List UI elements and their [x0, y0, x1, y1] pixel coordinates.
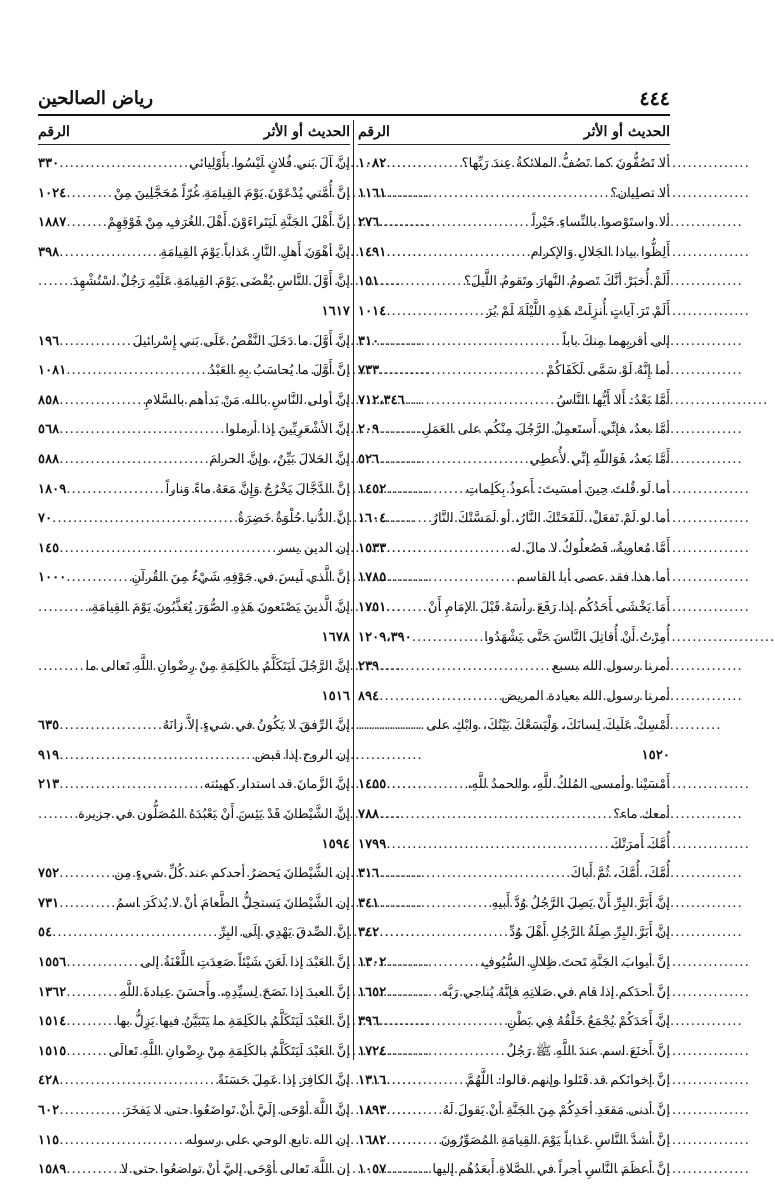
hadith-number: ١٩٦: [38, 333, 60, 349]
hadith-text: أَمْسِكْ عَلَيكَ لِسانَكَ، وَلْيَسَعْكَ بَيْتُكَ، وابْكِ على: [426, 718, 670, 734]
index-entry: [38, 327, 350, 357]
hadith-number: ١٠٨٢: [358, 156, 387, 171]
hadith-number: ١٤٥: [38, 540, 60, 556]
hadith-text: إنَّ الدَّجَّالَ يَخْرُجُ وَإِنَّ مَعَهُ ماءً وَناراً: [165, 481, 350, 497]
index-entry: [38, 267, 350, 297]
hadith-number: ١٤٥٥: [358, 777, 387, 793]
leader-dots: [59, 1126, 186, 1156]
index-entry: [38, 386, 350, 416]
leader-dots: [59, 238, 160, 268]
hadith-text: أَلَمْ أُخبَرْ أنَّكَ تَصومُ النَّهارَ وتَقومُ اللَّيلَ؟: [463, 274, 670, 290]
hadith-number: ١٠٢٤: [38, 185, 67, 201]
index-column-left: [38, 120, 350, 1178]
hadith-text: أما لو لَمْ تَفعَلْ، لَلَفَحَتْكَ النَّارُ، أو لَمَسَّتْكَ النَّارُ: [431, 511, 670, 527]
leader-dots: [52, 504, 238, 534]
leader-dots: [59, 415, 225, 445]
index-entry: [38, 593, 350, 623]
hadith-number: ٤٢٨: [38, 1073, 60, 1089]
hadith-number: ٢١٣: [38, 777, 60, 793]
hadith-text: إنَّ أدنى مَقعَدِ أحَدِكُمْ مِنَ الجَنَّةِ أنْ يَقولَ لَهُ: [442, 1103, 670, 1118]
leader-dots: [38, 800, 78, 830]
hadith-text: إنَّ الكافِرَ إذا عَمِلَ حَسَنَةً: [217, 1073, 350, 1089]
hadith-text: أَمَّا بَعْدُ: أَلا أَيُّها النَّاسُ: [556, 392, 670, 408]
hadith-text: إنَّ أَخنَعَ اسم عندَ اللَّهِ ﷺ رَجُلٌ: [506, 1043, 670, 1059]
index-entry: [38, 297, 350, 327]
leader-dots: [66, 179, 114, 209]
hadith-text: إن اللَّهَ تَعالى أوْحَى إليَّ أنْ تواضعُوا حتى لا: [120, 1162, 350, 1178]
book-title: رياض الصالحين: [38, 88, 154, 109]
hadith-number: ١٧٨٥: [358, 570, 387, 586]
hadith-number: ١٧٢٤: [358, 1043, 387, 1059]
hadith-text: إنَّ أبوابَ الجَنَّةِ تَحتَ ظِلالِ السُّيُوفِ: [481, 955, 670, 971]
column-header-number: الرقم: [38, 124, 70, 140]
leader-dots: [59, 770, 204, 800]
hadith-text: إنَّ أهْوَنَ أَهلِ النَّارِ عَذاباً يَوْمَ القِيامَةِ: [160, 244, 350, 260]
column-header-number: الرقم: [358, 124, 390, 140]
hadith-text: إنَّ أولى النَّاسِ بالله مَنْ بَدأهم بالسَّلامِ: [144, 392, 350, 408]
hadith-text: أَمَا يَخْشَى أَحَدُكُم إذا رَفَعَ رأسَهُ قَبْلَ الإمَامِ أَنْ: [427, 599, 670, 615]
hadith-text: إنَّ الصِّدقَ يَهْدِي إلَى البِرِّ: [219, 925, 350, 941]
index-list-left: [38, 149, 350, 1185]
hadith-text: أَمْسَيْنا وأمسى المُلكُ للَّهِ، والحمدُ للَّهِ،: [467, 777, 670, 793]
hadith-number: ١٧٩٩: [358, 836, 387, 852]
index-entry: [38, 1126, 350, 1156]
index-entry: [358, 830, 670, 860]
leader-dots: [59, 534, 277, 564]
leader-dots: [66, 1037, 109, 1067]
hadith-number: ٣٩٨: [38, 244, 60, 260]
hadith-text: ألا تَصُفُّونَ كما تَصُفُّ الملائكةُ عِندَ رَبِّها؟: [461, 156, 670, 171]
hadith-number: ٢٠٩: [358, 422, 380, 438]
index-entry: [38, 415, 350, 445]
hadith-text: إنَّ العَبْدَ لَيَتَكَلَّمُ بالكَلِمَةِ ما يَتَبَيَّنُ فيها يَزِلُّ بها: [116, 1014, 350, 1030]
hadith-number: ١١٥: [38, 1132, 60, 1148]
hadith-number: ١٥٣٣: [358, 540, 387, 556]
leader-dots: [379, 800, 613, 830]
leader-dots: [59, 711, 162, 741]
hadith-text: إنَّ أحدَكم إذا قام في صَلاتِهِ فإنَّهُ يُناجي رَبَّه: [441, 984, 670, 1000]
index-entry: [38, 1155, 350, 1185]
index-entry: [358, 593, 670, 623]
hadith-text: أَمَّا مُعاويةُ، فَصُعلُوكٌ لا مالَ له: [510, 540, 670, 556]
hadith-number: ٨٥٨: [38, 392, 60, 408]
index-entry: [38, 356, 350, 386]
index-entry: [358, 297, 670, 327]
leader-dots: [59, 445, 209, 475]
hadith-number: ٧١٢،٣٤٦: [358, 392, 405, 408]
leader-dots: [66, 475, 165, 505]
hadith-number: ٧٣٣: [358, 363, 380, 379]
leader-dots: [59, 1096, 124, 1126]
index-entry: [38, 563, 350, 593]
hadith-text: أما هذا فقد عصى أبا القاسم: [517, 570, 670, 586]
hadith-number: ١٨٨٧: [38, 215, 67, 231]
index-entry: [38, 149, 350, 179]
hadith-number: ١١٦١: [358, 185, 387, 201]
hadith-number: ١٥٩٤: [321, 836, 350, 852]
hadith-number: ٥٦٨: [38, 422, 60, 438]
hadith-number: ١٦٠٤: [358, 511, 387, 527]
hadith-text: أَمَّا بَعدُ، فَوَاللّهِ إنِّي لأُعطِي: [529, 451, 670, 467]
hadith-text: إنَّ العَبْدَ لَيَتَكَلَّمُ بالكَلِمَةِ مِنْ رِضْوانِ اللَّهِ تَعالَى: [108, 1043, 350, 1059]
column-header: [38, 120, 350, 145]
hadith-number: ١٣٦٢: [38, 984, 67, 1000]
index-entry: [38, 682, 350, 712]
hadith-text: إنَّ الزَّمانَ قد استدار كهيئته: [203, 777, 350, 793]
index-entry: [38, 859, 350, 889]
index-entry: [38, 711, 350, 741]
hadith-number: ١٦٥٢: [358, 984, 387, 1000]
hadith-text: إنَّ الدُّنيا حُلْوَةٌ خَضِرَةٌ: [237, 511, 350, 527]
hadith-number: ١٢٠٩،٣٩٠: [358, 629, 412, 645]
column-header: [358, 120, 670, 145]
page-number: ٤٤٤: [639, 88, 670, 110]
hadith-text: إنَّ العَبْدَ إذا لَعَنَ شَيْئاً صَعِدَتِ اللَّعْنَةُ إلى: [140, 955, 350, 971]
hadith-text: إنَّ أَوَّلَ النَّاسِ يُقْضَى يَوْمَ القِيامَةِ عَلَيْهِ رَجُلٌ اسْتُشْهِدَ: [72, 274, 350, 290]
hadith-text: إنَّ الَّذينَ يَصْنَعونَ هَذِهِ الصُّوَرَ يُعَذَّبُونَ يَوْمَ القِيامَةِ،: [87, 599, 350, 615]
hadith-text: إنَّ أَوَّلَ ما دَخَلَ النَّقْصُ عَلَى بَني إِسْرائيلَ: [132, 333, 350, 349]
hadith-number: ١٣٠٢: [358, 955, 387, 971]
hadith-number: ١٥٥٦: [38, 955, 67, 971]
hadith-number: ١٣١٦: [358, 1073, 387, 1089]
index-entry: [38, 830, 350, 860]
index-entry: [38, 978, 350, 1008]
hadith-number: ٢٣٩: [358, 659, 380, 675]
leader-dots: [59, 859, 114, 889]
hadith-number: ٣٤٢: [358, 925, 380, 941]
hadith-number: ٧٥٢: [38, 866, 60, 882]
leader-dots: [52, 918, 219, 948]
hadith-text: أُمَّكَ، أُمَّكَ، ثُمَّ أَباكَ: [570, 866, 670, 882]
leader-dots: [59, 741, 254, 771]
hadith-number: ١٠١٤: [358, 303, 387, 319]
hadith-number: ٣٤١: [358, 895, 380, 911]
leader-dots: [386, 830, 611, 860]
hadith-number: ٧٠: [38, 511, 53, 527]
hadith-number: ٨٩٤: [358, 688, 380, 704]
column-header-hadith: الحديث أو الأثر: [263, 124, 350, 140]
index-entry: [38, 1066, 350, 1096]
hadith-text: أما لَو قُلتَ حِينَ أمسَيتَ: أَعوذُ بِكَلِماتِ: [466, 481, 670, 497]
hadith-text: إنَّ أَبَرَّ البِرِّ صِلَةُ الرَّجُلِ أَهْلَ وُدِّ: [509, 925, 670, 941]
hadith-number: ١٠٥٧: [358, 1162, 387, 1178]
hadith-text: إنَّ أَحَدَكُمْ يُجْمَعُ خَلْقُهُ فِي بَطْنِ: [506, 1014, 670, 1030]
hadith-number: ٥٨٨: [38, 451, 60, 467]
hadith-text: أَلَمْ تَرَ آياتٍ أُنزِلَتْ هَذِهِ اللَّيْلَةَ لَمْ يُرَ: [485, 303, 670, 319]
hadith-number: ٦٠٢: [38, 1103, 60, 1118]
leader-dots: [66, 1007, 116, 1037]
page-header: [38, 88, 670, 116]
index-entry: [38, 948, 350, 978]
index-entry: [38, 652, 350, 682]
hadith-number: ٧٣١: [38, 895, 60, 911]
hadith-text: إنَّ أعظَمَ النَّاسِ أجراً في الصَّلاةِ أَبعَدُهُم إليها: [432, 1162, 670, 1178]
hadith-number: ١٠٠٠: [38, 570, 67, 586]
hadith-text: أمرنا رسول الله بعيادة المريض: [501, 688, 670, 704]
hadith-text: إنَّ الأشْعَرِيِّينَ إذا أرملوا: [225, 422, 350, 438]
hadith-text: أُمَّكَ أَمرَتْكَ: [611, 836, 670, 852]
hadith-number: ١٥١٥: [38, 1043, 67, 1059]
hadith-number: ١٤٥٢: [358, 481, 387, 497]
hadith-number: ١٦٨٢: [358, 1132, 387, 1148]
leader-dots: [59, 149, 189, 179]
index-entry: [358, 682, 670, 712]
hadith-number: ١٥٢٠: [641, 747, 670, 763]
hadith-number: ١٦١٧: [321, 303, 350, 319]
hadith-number: ١٧٥١: [358, 599, 387, 615]
index-entry: [38, 238, 350, 268]
hadith-text: إن الله تابع الوحي على رسوله: [186, 1132, 350, 1148]
index-entry: [38, 889, 350, 919]
hadith-text: إنَّ أشدَّ النَّاسِ عَذاباً يَوْمَ القِيامَةِ المُصَوِّرُونَ: [440, 1132, 670, 1148]
hadith-text: إن الشَّيْطانَ يَحضرُ أحدكم عند كُلِّ شيءٍ مِن: [114, 866, 350, 882]
column-header-hadith: الحديث أو الأثر: [583, 124, 670, 140]
index-entry: [38, 741, 350, 771]
hadith-text: إنَّ أَوَّلَ ما يُحاسَبُ بِهِ العَبْدُ: [209, 363, 350, 379]
hadith-text: إنَّ اللَّهَ أوْحَى إلَيَّ أنْ تَواضَعُوا حتى لا يَفخَرَ: [123, 1103, 350, 1118]
index-entry: [38, 475, 350, 505]
index-entry: [38, 770, 350, 800]
hadith-number: ١٥١: [358, 274, 380, 290]
hadith-text: أَلِظُّوا بياذا الجَلالِ وَالإكرام: [530, 244, 670, 260]
hadith-number: ١٥٨٩: [38, 1162, 67, 1178]
hadith-text: إنَّ أَهْلَ الجَنَّةِ لَيَتَراءَوْنَ أَهْلَ الغُرَفِ مِنْ فَوْقِهِمْ: [107, 215, 350, 231]
leader-dots: [59, 889, 116, 919]
index-entry: [358, 800, 670, 830]
index-entry: [38, 1007, 350, 1037]
hadith-text: إنَّ أُمَّتي يُدْعَوْنَ يَوْمَ القِيامَةِ غُرّاً مُحَجَّلِينَ مِنْ: [114, 185, 350, 201]
column-divider: [353, 120, 354, 1060]
index-entry: [38, 208, 350, 238]
index-entry: [358, 652, 670, 682]
leader-dots: [38, 593, 87, 623]
hadith-text: إن الشَّيْطانَ يَستحِلُّ الطَّعامَ أنْ لا يُذكَرَ اسمُ: [115, 895, 350, 911]
leader-dots: [66, 563, 131, 593]
hadith-number: ١٨٠٩: [38, 481, 67, 497]
leader-dots: [59, 386, 145, 416]
index-entry: [38, 800, 350, 830]
hadith-text: إنَّ آلَ بَني فُلانٍ لَيْسُوا بأَوْلِيائي: [188, 156, 350, 171]
hadith-text: أمَّا بعدُ، فإنِّي أَستَعمِلُ الرَّجُلَ مِنْكُم على العَمَلِ: [421, 422, 670, 438]
hadith-text: إنَّ الرَّجُلَ لَيَتَكَلَّمُ بالكَلِمَةِ مِنْ رِضْوانِ اللَّهِ تَعالى ما: [85, 659, 350, 675]
leader-dots: [66, 948, 140, 978]
hadith-number: ١٥١٦: [321, 688, 350, 704]
hadith-number: ٣١٦: [358, 866, 380, 882]
hadith-text: أمرنا رسول الله بسبع: [552, 659, 670, 675]
index-entry: [358, 623, 670, 653]
index-entry: [38, 1096, 350, 1126]
hadith-number: ٦٣٥: [38, 718, 60, 734]
hadith-text: أما إِنَّهُ لَوْ سَمَّى لَكَفَاكُمْ: [546, 363, 670, 379]
leader-dots: [66, 978, 120, 1008]
index-column-right: [358, 120, 670, 1178]
index-entry: [38, 504, 350, 534]
hadith-number: ٣١٠: [358, 333, 380, 349]
hadith-number: ٥٤: [38, 925, 53, 941]
hadith-text: إنَّ الرِّفقَ لا يَكُونُ في شيءٍ إلاَّ زانَهُ: [162, 718, 350, 734]
hadith-number: ١٨٩٣: [358, 1103, 387, 1118]
hadith-text: إنَّ الحَلالَ بَيِّنٌ، وإنَّ الحرامَ: [209, 451, 350, 467]
hadith-text: ألا واستَوْصوا بالنِّساءِ خَيْراً: [531, 215, 670, 231]
hadith-text: ألا تصلِيان؟: [610, 185, 670, 201]
leader-dots: [379, 652, 552, 682]
hadith-text: إنَّ أَبَرَّ البِرِّ أَنْ يَصِلَ الرَّجُلُ وُدَّ أَبيهِ: [491, 895, 670, 911]
leader-dots: [379, 682, 501, 712]
hadith-text: إنَّ الَّذي لَيسَ في جَوْفِهِ شَيْءٌ مِنَ القُرآنِ: [131, 570, 350, 586]
leader-dots: [38, 652, 85, 682]
leader-dots: [412, 623, 484, 653]
hadith-number: ٣٩٦: [358, 1014, 380, 1030]
hadith-number: ٣٣٠: [38, 156, 60, 171]
leader-dots: [66, 1155, 121, 1185]
leader-dots: [38, 267, 73, 297]
hadith-text: أمعك ماء؟: [613, 807, 670, 823]
hadith-number: ١٦٧٨: [321, 629, 350, 645]
leader-dots: [405, 386, 557, 416]
hadith-number: ١٤٩١: [358, 244, 387, 260]
leader-dots: [66, 208, 107, 238]
index-entry: [38, 534, 350, 564]
leader-dots: [66, 356, 209, 386]
leader-dots: [59, 1066, 217, 1096]
hadith-number: ٢٧٦: [358, 215, 380, 231]
hadith-text: إلى أقربِهما مِنكَ باباً: [562, 333, 670, 349]
hadith-text: إنَّ إخوانَكم قد قَتَلوا وإنهم قالوا: اللَّهُمَّ: [466, 1073, 670, 1089]
hadith-number: ٩١٩: [38, 747, 60, 763]
index-entry: [38, 445, 350, 475]
hadith-number: ٧٨٨: [358, 807, 380, 823]
index-entry: [38, 179, 350, 209]
leader-dots: [59, 327, 133, 357]
index-list-right: [358, 149, 670, 1185]
hadith-text: إنَّ العبدَ إذا نَصَحَ لِسيِّدِهِ، وأَحسَنَ عِبادةَ اللَّهِ: [119, 984, 350, 1000]
hadith-text: أُمِرْتُ أَنْ أُقاتِلَ النَّاسَ حَتَّى يَشْهَدُوا: [484, 629, 670, 645]
hadith-text: إن الروح إذا قبض: [254, 747, 350, 763]
leader-dots: [386, 297, 486, 327]
index-entry: [38, 1037, 350, 1067]
index-entry: [358, 267, 670, 297]
index-entry: [38, 623, 350, 653]
hadith-text: إن الدين يسر: [277, 540, 350, 556]
index-entry: [38, 918, 350, 948]
hadith-number: ١٠٨١: [38, 363, 67, 379]
hadith-number: ٥٢٦: [358, 451, 380, 467]
hadith-text: إنَّ الشَّيْطانَ قَدْ يَئِسَ أَنْ يَعْبُدَهُ المُصَلُّون في جزيرة: [78, 807, 350, 823]
hadith-number: ١٥١٤: [38, 1014, 67, 1030]
